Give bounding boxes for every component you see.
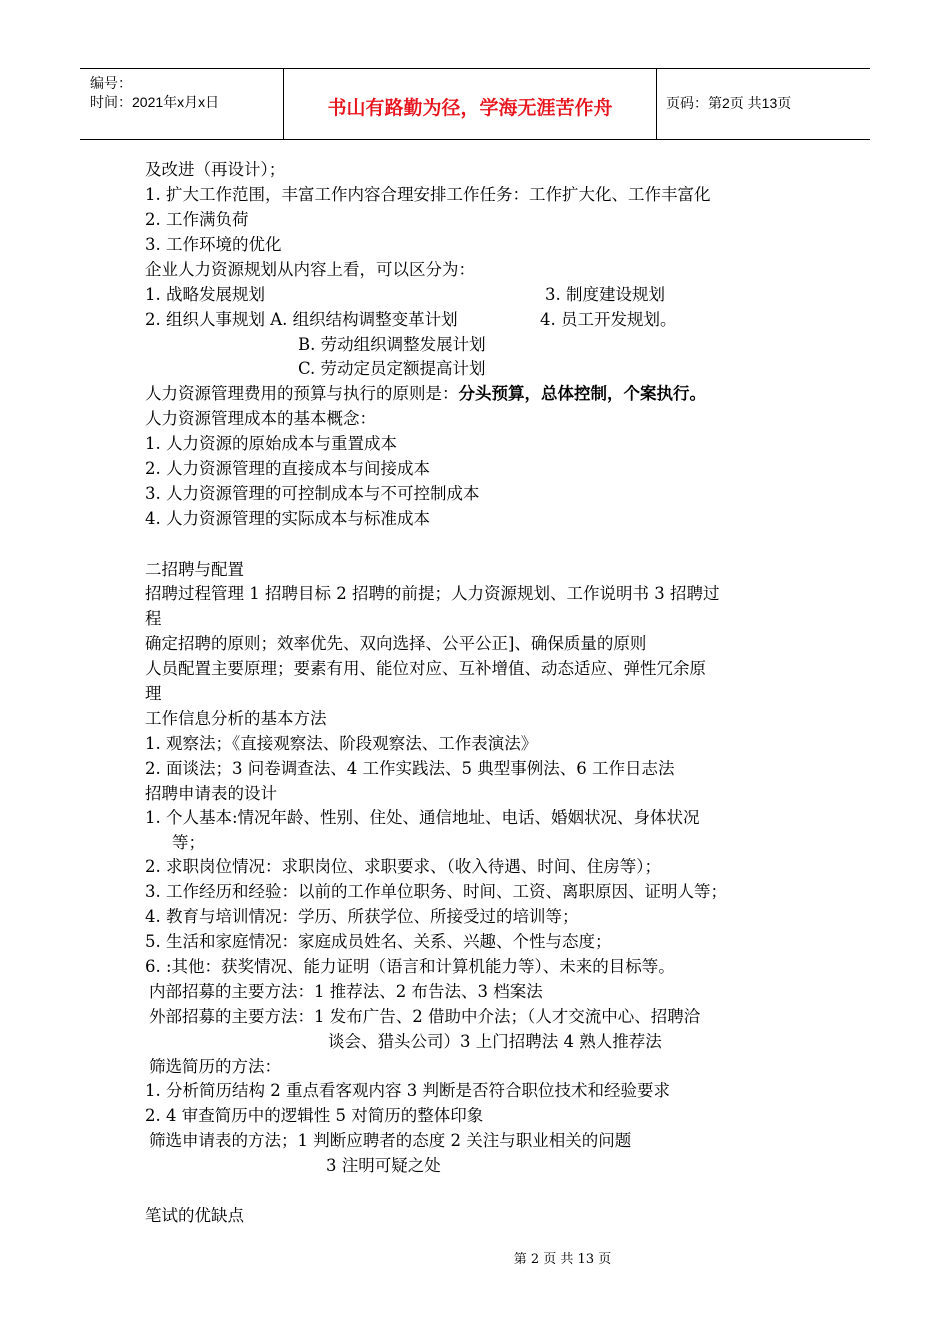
text-line: 工作信息分析的基本方法 [145,709,327,728]
text-line: 1. 人力资源的原始成本与重置成本 [145,434,397,453]
bold-principle: 分头预算，总体控制，个案执行。 [458,384,706,403]
text-line: 等； [172,833,205,852]
text-line: 6. :其他：获奖情况、能力证明（语言和计算机能力等）、未来的目标等。 [145,957,675,976]
text-line: 企业人力资源规划从内容上看，可以区分为： [145,260,475,279]
text-line: B. 劳动组织调整发展计划 [298,335,486,354]
text-line: 2. 工作满负荷 [145,210,249,229]
text-line: 程 [145,609,162,628]
text-line: 2. 求职岗位情况：求职岗位、求职要求、（收入待遇、时间、住房等）； [145,857,661,876]
text-line: 人员配置主要原理；要素有用、能位对应、互补增值、动态适应、弹性冗余原 [145,659,706,678]
text-line: 1. 观察法；《直接观察法、阶段观察法、工作表演法》 [145,734,538,753]
text-line: 3. 人力资源管理的可控制成本与不可控制成本 [145,484,480,503]
text-line: 筛选申请表的方法；1 判断应聘者的态度 2 关注与职业相关的问题 [149,1131,632,1150]
footer-page-number: 第 2 页 共 13 页 [513,1252,612,1267]
text-line: 确定招聘的原则；效率优先、双向选择、公平公正]、确保质量的原则 [145,634,647,653]
text-line: 5. 生活和家庭情况：家庭成员姓名、关系、兴趣、个性与态度； [145,932,612,951]
page-footer [0,1248,950,1267]
text-line: 理 [145,684,162,703]
text-line: 招聘申请表的设计 [145,784,277,803]
text-line: 1. 分析简历结构 2 重点看客观内容 3 判断是否符合职位技术和经验要求 [145,1081,670,1100]
text-line: 3 注明可疑之处 [326,1156,441,1175]
text-line: 2. 面谈法；3 问卷调查法、4 工作实践法、5 典型事例法、6 工作日志法 [145,759,675,778]
header-page-info: 页码：第2页 共13页 [666,95,792,111]
text-line: 3. 工作环境的优化 [145,235,282,254]
text-line: 2. 组织人事规划 A. 组织结构调整变革计划 [145,310,458,329]
text-line: 1. 扩大工作范围，丰富工作内容合理安排工作任务：工作扩大化、工作丰富化 [145,185,711,204]
text-line: 4. 教育与培训情况：学历、所获学位、所接受过的培训等； [145,907,579,926]
text-line: 4. 人力资源管理的实际成本与标准成本 [145,509,430,528]
section-heading: 二招聘与配置 [145,560,244,579]
text-line: 外部招募的主要方法：1 发布广告、2 借助中介法；（人才交流中心、招聘洽 [149,1007,701,1026]
text-line: 4. 员工开发规划。 [540,310,677,329]
text-line: 谈会、猎头公司）3 上门招聘法 4 熟人推荐法 [328,1032,662,1051]
text-line: 筛选简历的方法： [149,1057,281,1076]
text-line: 2. 人力资源管理的直接成本与间接成本 [145,459,430,478]
text-line: 招聘过程管理 1 招聘目标 2 招聘的前提；人力资源规划、工作说明书 3 招聘过 [145,584,720,603]
text-run: 人力资源管理费用的预算与执行的原则是： [145,384,459,403]
doc-date-label: 时间：2021年x月x日 [90,94,220,110]
text-line: 3. 制度建设规划 [545,285,665,304]
text-line: 1. 个人基本:情况年龄、性别、住处、通信地址、电话、婚姻状况、身体状况 [145,808,700,827]
doc-number-label: 编号： [90,75,132,91]
text-line [145,384,706,404]
text-line: 笔试的优缺点 [145,1206,244,1225]
text-line: 人力资源管理成本的基本概念： [145,409,376,428]
text-line: 2. 4 审查简历中的逻辑性 5 对简历的整体印象 [145,1106,484,1125]
text-line: 及改进（再设计）； [145,160,286,179]
text-line: 1. 战略发展规划 [145,285,265,304]
text-line: 内部招募的主要方法：1 推荐法、2 布告法、3 档案法 [149,982,543,1001]
text-line: C. 劳动定员定额提高计划 [298,359,486,378]
header-motto: 书山有路勤为径，学海无涯苦作舟 [327,97,613,119]
text-line: 3. 工作经历和经验：以前的工作单位职务、时间、工资、离职原因、证明人等； [145,882,727,901]
